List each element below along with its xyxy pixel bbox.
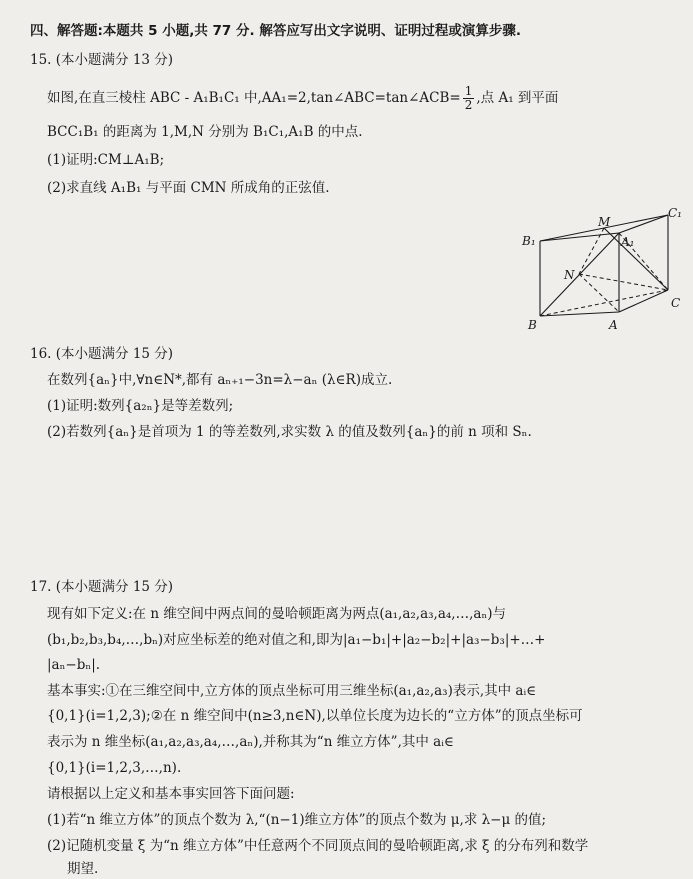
q17-fact-line3: 表示为 n 维坐标(a₁,a₂,a₃,a₄,…,aₙ),并称其为“n 维立方体”,其中 aᵢ∈: [47, 734, 454, 750]
q16-part1: (1)证明:数列{a₂ₙ}是等差数列;: [47, 398, 234, 414]
label-A1: A₁: [621, 235, 635, 249]
prism-figure: [518, 203, 683, 336]
q15-intro-line1: [47, 85, 558, 112]
q17-def-line1: 现有如下定义:在 n 维空间中两点间的曼哈顿距离为两点(a₁,a₂,a₃,a₄,…,aₙ)与: [47, 606, 507, 622]
q15-intro-line2: BCC₁B₁ 的距离为 1,M,N 分别为 B₁C₁,A₁B 的中点.: [47, 124, 363, 140]
q17-part1: (1)若“n 维立方体”的顶点个数为 λ,“(n−1)维立方体”的顶点个数为 μ,求 λ−μ 的值;: [47, 812, 547, 828]
label-M: M: [598, 215, 611, 229]
q17-part2-line2: 期望.: [67, 861, 99, 877]
q15-part1: (1)证明:CM⊥A₁B;: [47, 152, 165, 168]
q15-title: 15. (本小题满分 13 分): [30, 52, 174, 68]
q16-title: 16. (本小题满分 15 分): [30, 346, 174, 362]
q16-stem: 在数列{aₙ}中,∀n∈N*,都有 aₙ₊₁−3n=λ−aₙ (λ∈R)成立.: [47, 372, 393, 388]
q17-def-line2: (b₁,b₂,b₃,b₄,…,bₙ)对应坐标差的绝对值之和,即为|a₁−b₁|+|a₂−b₂|+|a₃−b₃|+…+: [47, 632, 546, 648]
label-C: C: [671, 296, 681, 310]
q15-frac-den: 2: [464, 98, 473, 112]
q17-fact-line4: {0,1}(i=1,2,3,…,n).: [47, 760, 182, 776]
q15-intro-a: 如图,在直三棱柱 ABC - A₁B₁C₁ 中,AA₁=2,tan∠ABC=tan∠ACB=: [47, 90, 461, 106]
label-B: B: [528, 318, 537, 332]
label-A: A: [609, 318, 618, 332]
label-C1: C₁: [668, 206, 682, 220]
q17-part2-line1: (2)记随机变量 ξ 为“n 维立方体”中任意两个不同顶点间的曼哈顿距离,求 ξ 的分布列和数学: [47, 838, 589, 854]
q15-fraction: [463, 85, 475, 112]
q17-instruction: 请根据以上定义和基本事实回答下面问题:: [47, 786, 295, 802]
q17-title: 17. (本小题满分 15 分): [30, 579, 174, 595]
q15-frac-num: 1: [464, 84, 473, 98]
section-header: 四、解答题:本题共 5 小题,共 77 分. 解答应写出文字说明、证明过程或演算步骤.: [30, 23, 521, 39]
label-B1: B₁: [522, 234, 536, 248]
q16-part2: (2)若数列{aₙ}是首项为 1 的等差数列,求实数 λ 的值及数列{aₙ}的前 n 项和 Sₙ.: [47, 424, 532, 440]
q17-def-line3: |aₙ−bₙ|.: [47, 657, 101, 673]
q17-fact-line1: 基本事实:①在三维空间中,立方体的顶点坐标可用三维坐标(a₁,a₂,a₃)表示,其中 aᵢ∈: [47, 683, 537, 699]
q15-intro-b: ,点 A₁ 到平面: [476, 90, 559, 106]
q15-part2: (2)求直线 A₁B₁ 与平面 CMN 所成角的正弦值.: [47, 180, 330, 196]
q17-fact-line2: {0,1}(i=1,2,3);②在 n 维空间中(n≥3,n∈N),以单位长度为边长的“立方体”的顶点坐标可: [47, 708, 583, 724]
label-N: N: [564, 268, 575, 282]
